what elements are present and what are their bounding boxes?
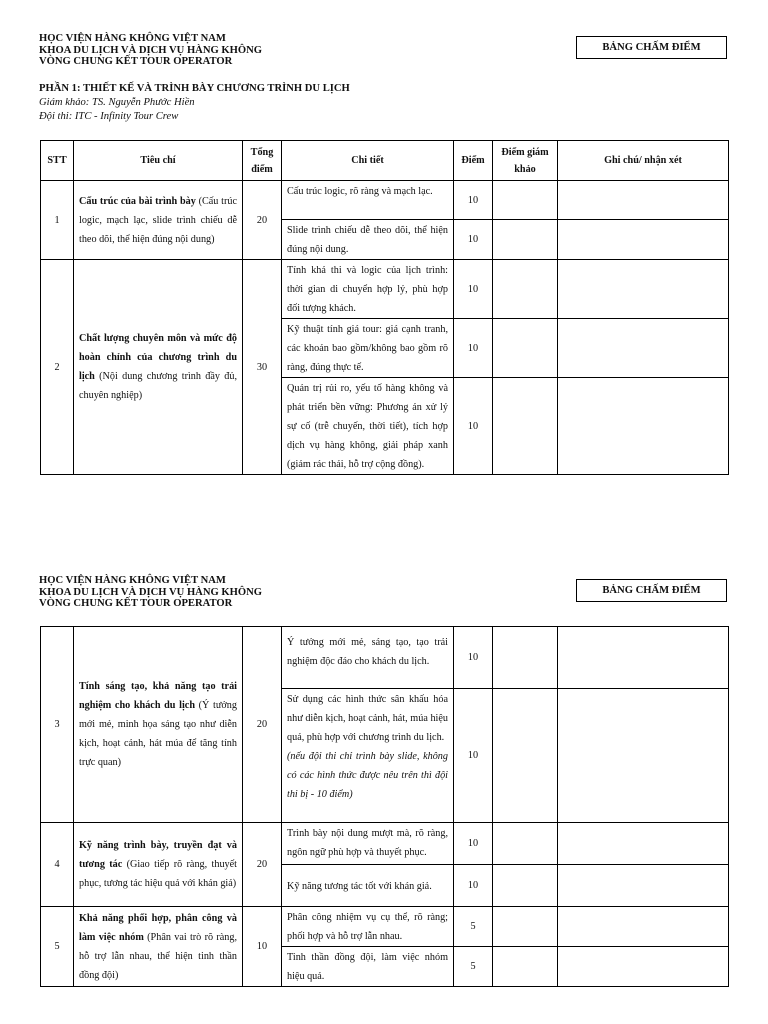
judge-score-cell[interactable] [493,260,558,319]
col-stt: STT [41,141,74,181]
note-cell[interactable] [558,907,729,947]
detail-cell: Kỹ thuật tính giá tour: giá cạnh tranh, các khoản bao gồm/không bao gồm rõ ràng, đúng thực tế. [282,319,454,378]
score-cell: 10 [454,689,493,823]
detail-cell: Tính khả thi và logic của lịch trình: thời gian di chuyển hợp lý, phù hợp đối tượng khách. [282,260,454,319]
criteria-desc: (Ý tưởng mới mẻ, minh họa sáng tạo như diễn kịch, hoạt cảnh, hát múa để tăng tính trực quan) [79,700,237,768]
judge-score-cell[interactable] [493,378,558,475]
col-judge-score: Điểm giám khảo [493,141,558,181]
judge-name: Giám khảo: TS. Nguyễn Phước Hiền [39,97,195,108]
table-row [41,181,729,220]
criteria-title: Chất lượng chuyên môn và mức độ hoàn chỉnh của chương trình du lịch [79,333,237,382]
detail-cell: Tinh thần đồng đội, làm việc nhóm hiệu quả. [282,947,454,987]
detail-cell [282,689,454,823]
row-stt: 4 [41,823,74,907]
institution-header [39,575,262,610]
part-info [39,82,350,124]
criteria-desc: (Nội dung chương trình đầy đủ, chuyên nghiệp) [79,371,237,401]
criteria-title: Cấu trúc của bài trình bày [79,195,196,207]
score-cell: 10 [454,823,493,865]
note-cell[interactable] [558,319,729,378]
note-cell[interactable] [558,260,729,319]
score-cell: 10 [454,220,493,260]
criteria-title: Khả năng phối hợp, phân công và làm việc nhóm [79,912,237,943]
score-table-1 [40,140,729,475]
row-criteria [74,907,243,987]
header-line-2: KHOA DU LỊCH VÀ DỊCH VỤ HÀNG KHÔNG [39,44,262,56]
note-cell[interactable] [558,689,729,823]
score-cell: 5 [454,947,493,987]
score-sheet-box: BẢNG CHẤM ĐIỂM [576,36,727,59]
score-table-2 [40,626,729,987]
detail-cell: Quản trị rủi ro, yếu tố hàng không và phát triển bền vững: Phương án xử lý sự cố (trễ chuyến, thời tiết), tích hợp dịch vụ hàng không, giải pháp xanh (giảm rác thải, hỗ trợ cộng đồng). [282,378,454,475]
judge-score-cell[interactable] [493,181,558,220]
row-stt: 1 [41,181,74,260]
col-criteria: Tiêu chí [74,141,243,181]
note-cell[interactable] [558,378,729,475]
row-stt: 3 [41,627,74,823]
judge-score-cell[interactable] [493,220,558,260]
table-row [41,627,729,689]
detail-cell: Phân công nhiệm vụ cụ thể, rõ ràng; phối hợp và hỗ trợ lẫn nhau. [282,907,454,947]
note-cell[interactable] [558,181,729,220]
row-total: 10 [243,907,282,987]
detail-note: (nếu đội thi chỉ trình bày slide, không có các hình thức được nêu trên thì đội thi bị - 10 điểm) [287,751,448,800]
table-row [41,260,729,319]
table-row [41,823,729,865]
header-line-1: HỌC VIỆN HÀNG KHÔNG VIỆT NAM [39,575,226,586]
score-sheet-box: BẢNG CHẤM ĐIỂM [576,579,727,602]
row-total: 20 [243,823,282,907]
note-cell[interactable] [558,220,729,260]
row-criteria [74,823,243,907]
note-cell[interactable] [558,823,729,865]
judge-score-cell[interactable] [493,865,558,907]
score-cell: 10 [454,627,493,689]
criteria-title: Tính sáng tạo, khả năng tạo trải nghiệm cho khách du lịch [79,681,237,711]
part-title: PHẦN 1: THIẾT KẾ VÀ TRÌNH BÀY CHƯƠNG TRÌNH DU LỊCH [39,83,350,94]
score-cell: 10 [454,319,493,378]
header-line-2: KHOA DU LỊCH VÀ DỊCH VỤ HÀNG KHÔNG [39,586,262,598]
col-score: Điểm [454,141,493,181]
row-criteria [74,260,243,475]
detail-text: Sử dụng các hình thức sân khấu hóa như diễn kịch, hoạt cảnh, hát, múa hiệu quả, phù hợp với chương trình du lịch. [287,694,448,743]
detail-cell: Kỹ năng tương tác tốt với khán giả. [282,865,454,907]
header-line-3: VÒNG CHUNG KẾT TOUR OPERATOR [39,598,233,609]
header-line-3: VÒNG CHUNG KẾT TOUR OPERATOR [39,56,233,67]
detail-cell: Cấu trúc logic, rõ ràng và mạch lạc. [282,181,454,220]
row-stt: 5 [41,907,74,987]
note-cell[interactable] [558,627,729,689]
row-criteria [74,181,243,260]
score-cell: 10 [454,865,493,907]
judge-score-cell[interactable] [493,319,558,378]
note-cell[interactable] [558,865,729,907]
judge-score-cell[interactable] [493,627,558,689]
score-cell: 10 [454,260,493,319]
detail-cell: Trình bày nội dung mượt mà, rõ ràng, ngôn ngữ phù hợp và thuyết phục. [282,823,454,865]
judge-score-cell[interactable] [493,689,558,823]
note-cell[interactable] [558,947,729,987]
judge-score-cell[interactable] [493,823,558,865]
score-cell: 10 [454,181,493,220]
col-total: Tổng điểm [243,141,282,181]
row-total: 30 [243,260,282,475]
score-cell: 10 [454,378,493,475]
judge-score-cell[interactable] [493,947,558,987]
criteria-desc: (Cấu trúc logic, mạch lạc, slide trình chiếu dễ theo dõi, thể hiện đúng nội dung) [79,195,237,245]
judge-score-cell[interactable] [493,907,558,947]
criteria-desc: (Giao tiếp rõ ràng, thuyết phục, tương tác hiệu quả với khán giả) [79,859,237,889]
row-stt: 2 [41,260,74,475]
detail-cell: Ý tưởng mới mẻ, sáng tạo, tạo trải nghiệm độc đáo cho khách du lịch. [282,627,454,689]
criteria-desc: (Phân vai trò rõ ràng, hỗ trợ lẫn nhau, thể hiện tinh thần đồng đội) [79,931,237,981]
table-header-row [41,141,729,181]
row-total: 20 [243,627,282,823]
table-row [41,907,729,947]
score-cell: 5 [454,907,493,947]
criteria-title: Kỹ năng trình bày, truyền đạt và tương tác [79,840,237,870]
detail-cell: Slide trình chiếu dễ theo dõi, thể hiện đúng nội dung. [282,220,454,260]
row-total: 20 [243,181,282,260]
col-detail: Chi tiết [282,141,454,181]
row-criteria [74,627,243,823]
team-name: Đội thi: ITC - Infinity Tour Crew [39,111,179,122]
col-note: Ghi chú/ nhận xét [558,141,729,181]
header-line-1: HỌC VIỆN HÀNG KHÔNG VIỆT NAM [39,33,226,44]
institution-header [39,33,262,68]
